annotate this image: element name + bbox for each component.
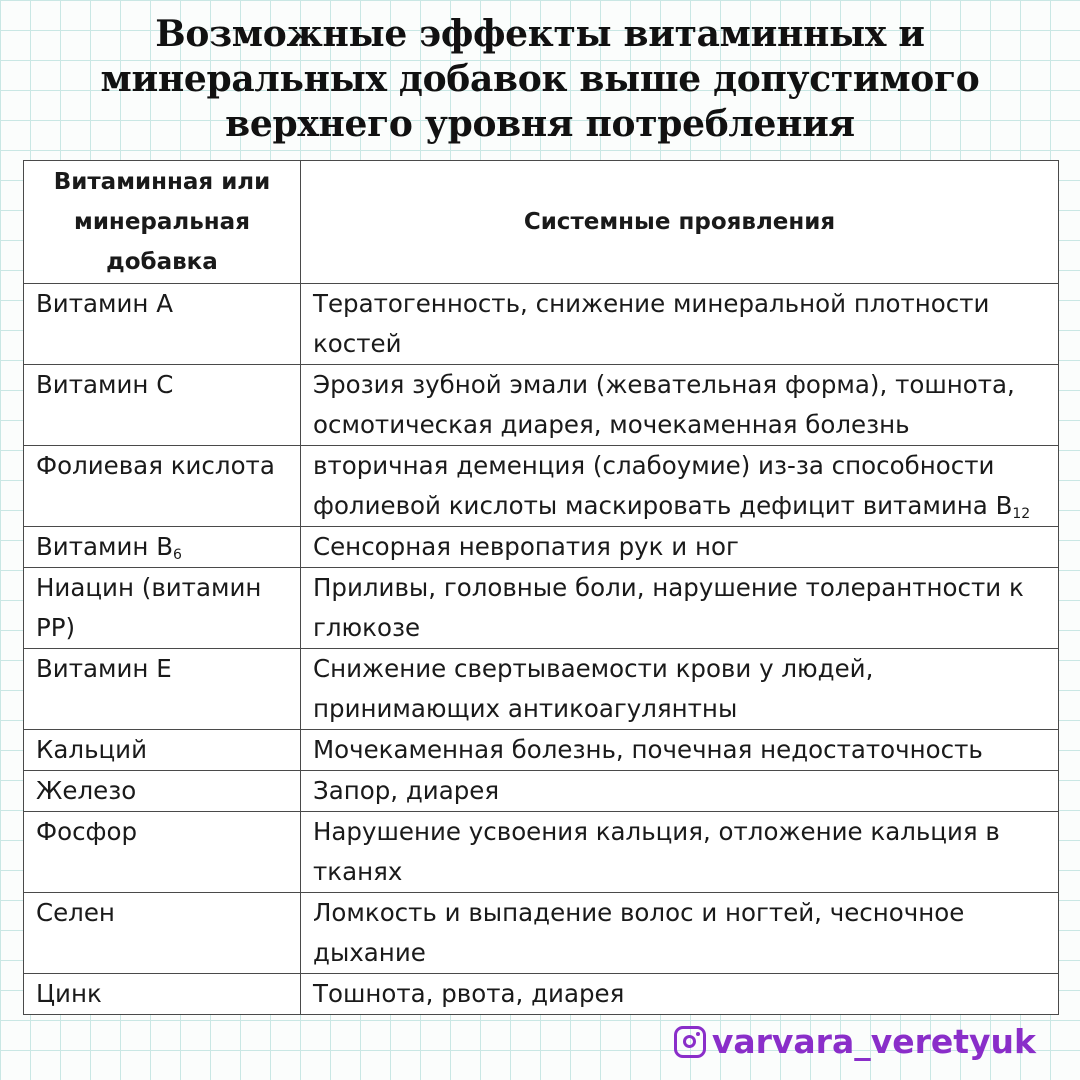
name-subscript: 6 [173,547,182,563]
supplement-effect: Нарушение усвоения кальция, отложение кальция в тканях [301,812,1059,893]
page-title [0,12,1080,147]
supplement-name: Селен [24,893,301,974]
instagram-watermark[interactable] [674,1022,1036,1062]
supplement-name: Витамин С [24,365,301,446]
supplement-effect: Мочекаменная болезнь, почечная недостаточность [301,730,1059,771]
table-row [24,730,1059,771]
title-line-2: минеральных добавок выше допустимого [100,58,980,100]
table-row [24,365,1059,446]
table-row [24,527,1059,568]
supplement-name [24,527,301,568]
supplement-name: Кальций [24,730,301,771]
supplement-effect: Тошнота, рвота, диарея [301,974,1059,1015]
table-row [24,893,1059,974]
supplement-effect: Запор, диарея [301,771,1059,812]
supplement-name: Витамин Е [24,649,301,730]
supplement-name: Железо [24,771,301,812]
table-row [24,974,1059,1015]
title-line-3: верхнего уровня потребления [225,103,855,145]
table-row [24,771,1059,812]
table-row [24,446,1059,527]
supplement-effect: Ломкость и выпадение волос и ногтей, чесночное дыхание [301,893,1059,974]
supplement-effect: Сенсорная невропатия рук и ног [301,527,1059,568]
table-row [24,568,1059,649]
supplement-effect: Эрозия зубной эмали (жевательная форма), тошнота, осмотическая диарея, мочекаменная болезнь [301,365,1059,446]
table-header-row [24,161,1059,284]
title-line-1: Возможные эффекты витаминных и [155,13,925,55]
supplement-name: Витамин А [24,284,301,365]
supplement-effect: Тератогенность, снижение минеральной плотности костей [301,284,1059,365]
name-text: Витамин В [36,532,174,561]
supplement-name: Фолиевая кислота [24,446,301,527]
table-row [24,649,1059,730]
supplement-name: Ниацин (витамин РР) [24,568,301,649]
supplement-name: Цинк [24,974,301,1015]
header-effects: Системные проявления [301,161,1059,284]
supplement-effect [301,446,1059,527]
instagram-icon [674,1026,706,1058]
effect-text: вторичная деменция (слабоумие) из-за способности фолиевой кислоты маскировать дефицит витамина В [313,451,1013,520]
effects-table [23,160,1059,1015]
effect-subscript: 12 [1012,506,1031,522]
table-row [24,812,1059,893]
header-supplement: Витаминная или минеральная добавка [24,161,301,284]
instagram-handle[interactable]: varvara_veretyuk [711,1022,1036,1061]
table-row [24,284,1059,365]
supplement-effect: Снижение свертываемости крови у людей, принимающих антикоагулянтны [301,649,1059,730]
supplement-name: Фосфор [24,812,301,893]
supplement-effect: Приливы, головные боли, нарушение толерантности к глюкозе [301,568,1059,649]
